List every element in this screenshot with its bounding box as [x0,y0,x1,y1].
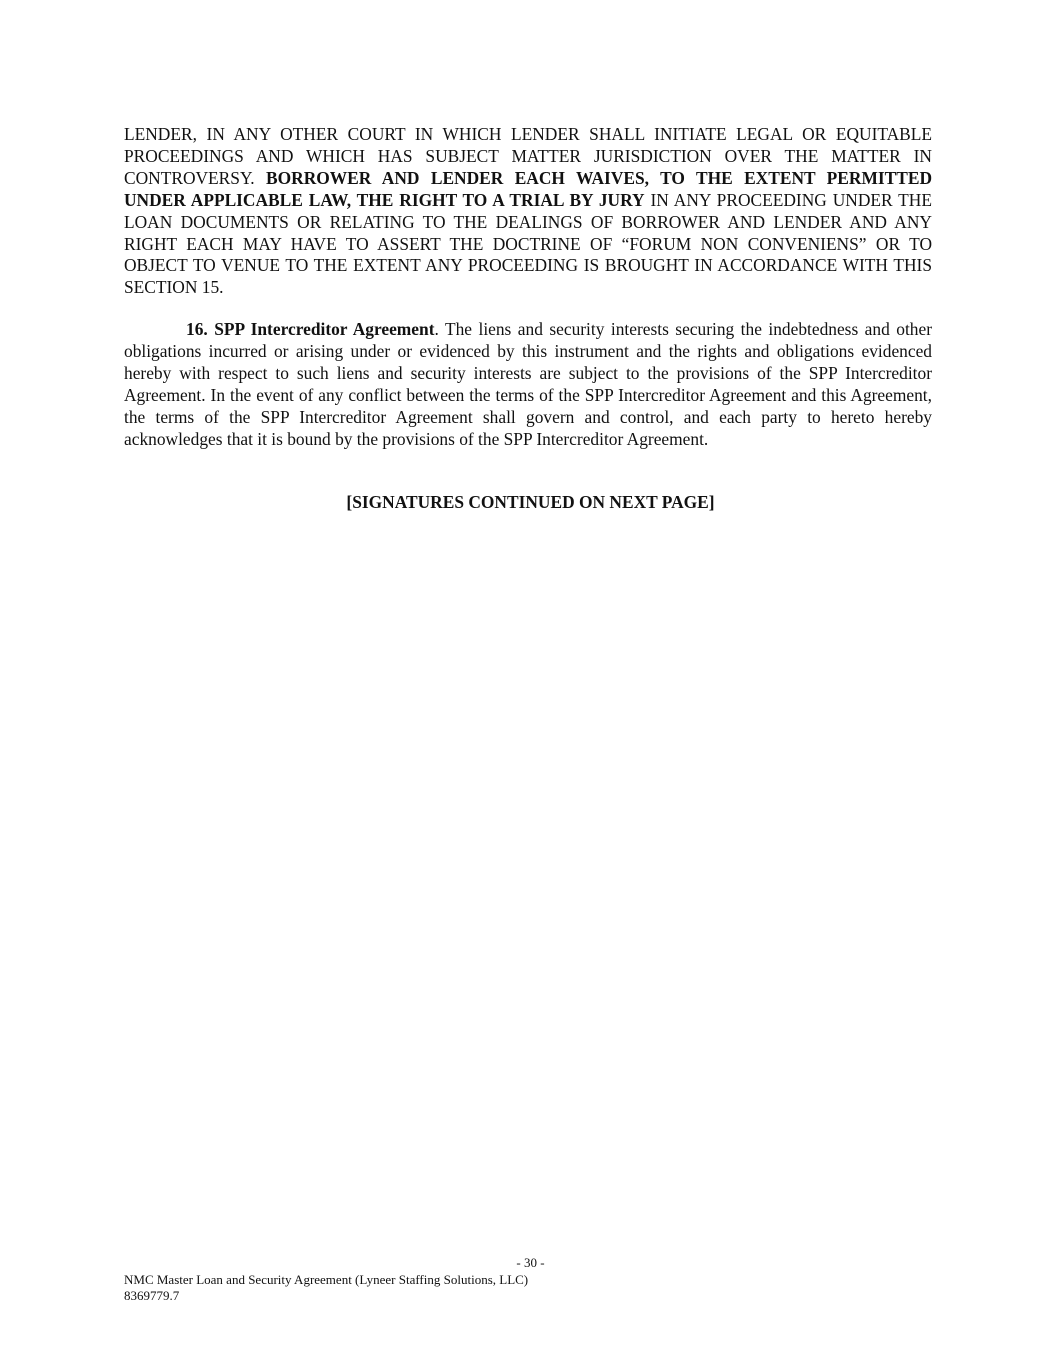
section-16-paragraph [124,319,932,450]
section-15-paragraph-continued [124,124,932,299]
page-number: - 30 - [516,1255,545,1270]
signatures-continued-notice: [SIGNATURES CONTINUED ON NEXT PAGE] [346,492,715,512]
footer-document-number: 8369779.7 [124,1288,180,1303]
jury-waiver-clause: BORROWER AND LENDER EACH WAIVES, TO THE EXTENT PERMITTED UNDER APPLICABLE LAW, THE RIGHT TO A TRIAL BY JURY [124,167,932,210]
section-16-heading-punctuation: . [434,319,445,339]
section-16-heading: 16. SPP Intercreditor Agreement [186,319,435,339]
section-15-text-part-2: IN ANY PROCEEDING UNDER THE LOAN DOCUMENTS OR RELATING TO THE DEALINGS OF BORROWER AND LENDER AND ANY RIGHT EACH MAY HAVE TO ASSERT THE DOCTRINE OF “FORUM NON CONVENIENS” OR TO OBJECT TO VENUE TO THE EXTENT ANY PROCEEDING IS BROUGHT IN ACCORDANCE WITH THIS SECTION 15. [124,189,932,298]
section-16-body: The liens and security interests securing the indebtedness and other obligations incurred or arising under or evidenced by this instrument and the rights and obligations evidenced hereby with respect to such liens and security interests are subject to the provisions of the SPP Intercreditor Agreement. In the event of any conflict between the terms of the SPP Intercreditor Agreement and this Agreement, the terms of the SPP Intercreditor Agreement shall govern and control, and each party to hereto hereby acknowledges that it is bound by the provisions of the SPP Intercreditor Agreement. [124,319,932,449]
section-15-text-part-1: LENDER, IN ANY OTHER COURT IN WHICH LENDER SHALL INITIATE LEGAL OR EQUITABLE PROCEEDINGS AND WHICH HAS SUBJECT MATTER JURISDICTION OVER THE MATTER IN CONTROVERSY. [124,124,932,188]
footer-document-title: NMC Master Loan and Security Agreement (Lyneer Staffing Solutions, LLC) [124,1272,529,1287]
